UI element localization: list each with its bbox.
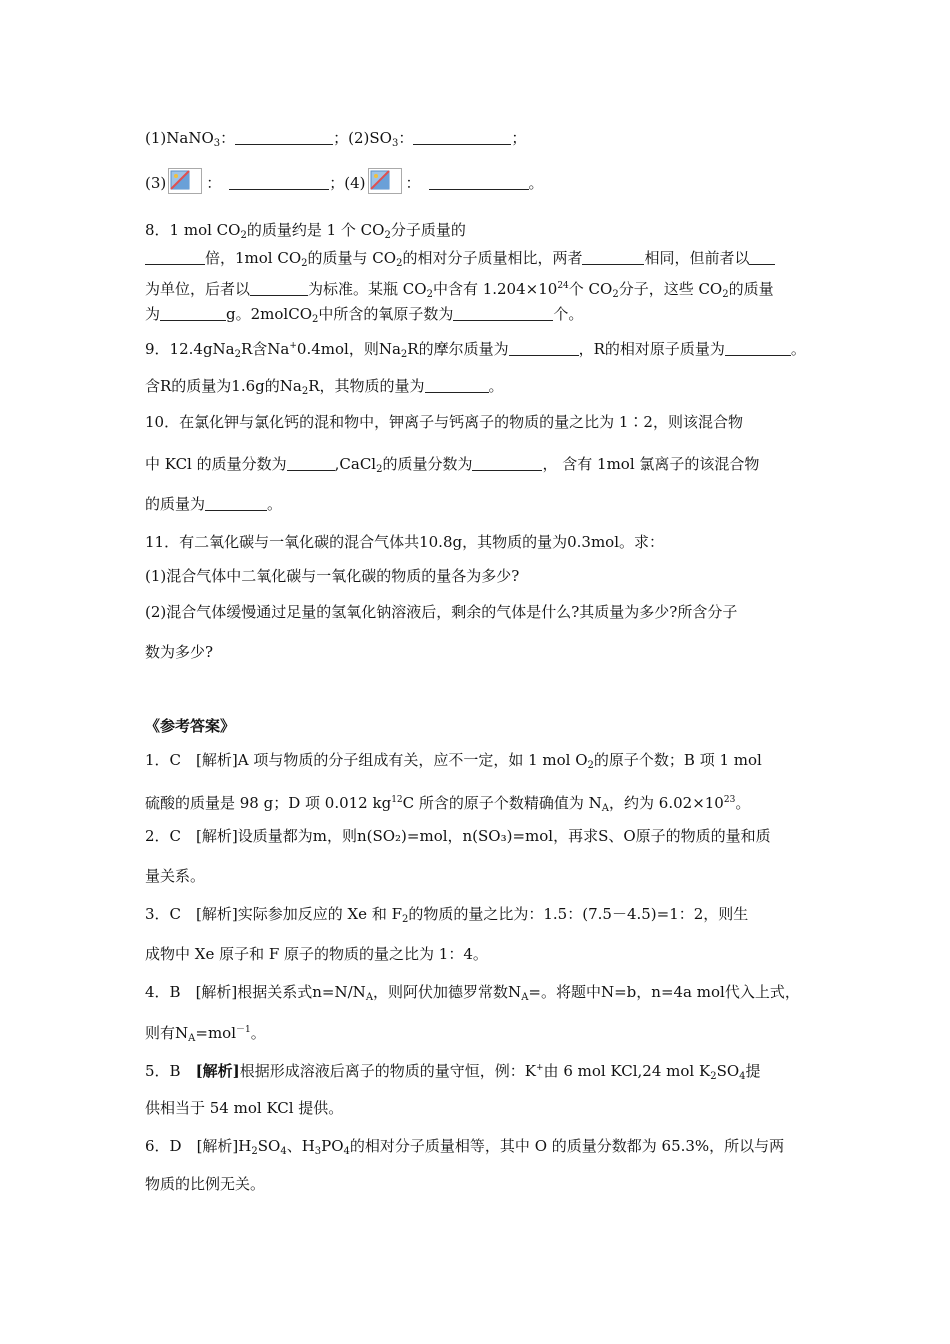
text: 物质的比例无关。 xyxy=(145,1175,266,1193)
text: 由 6 mol KCl,24 mol K xyxy=(543,1062,711,1080)
q8-line-2 xyxy=(145,248,775,274)
text: 则有N xyxy=(145,1024,189,1042)
text: 供相当于 54 mol KCl 提供。 xyxy=(145,1099,344,1117)
superscript: 23 xyxy=(723,795,736,805)
text: ,CaCl xyxy=(334,455,377,473)
superscript: + xyxy=(536,1063,544,1073)
subscript: 2 xyxy=(376,464,383,475)
q11-line-3 xyxy=(145,602,737,622)
text: ，约为 6.02×10 xyxy=(609,794,724,812)
subscript: 2 xyxy=(396,258,403,269)
answer-blank xyxy=(250,281,308,296)
q7-label-3: (3) xyxy=(145,174,167,192)
superscript: －1 xyxy=(236,1025,251,1035)
answer-blank xyxy=(725,341,791,356)
text: 含R的质量为1.6g的Na xyxy=(145,377,302,395)
broken-image-icon xyxy=(168,168,202,194)
subscript: 2 xyxy=(234,349,241,360)
answer-blank xyxy=(509,341,579,356)
subscript: 2 xyxy=(301,258,308,269)
text: 10．在氯化钾与氯化钙的混和物中，钾离子与钙离子的物质的量之比为 1∶2，则该混合物 xyxy=(145,413,743,431)
text: 1．C [解析]A 项与物质的分子组成有关，应不一定，如 1 mol O xyxy=(145,751,588,769)
answer-blank xyxy=(160,306,226,321)
broken-image-icon xyxy=(368,168,402,194)
answer-2-line-2 xyxy=(145,866,205,886)
answers-heading xyxy=(145,716,235,736)
semicolon: ； xyxy=(511,129,527,147)
text: 为标准。某瓶 CO xyxy=(308,280,427,298)
text: 根据形成溶液后离子的物质的量守恒，例：K xyxy=(239,1062,536,1080)
text: 提 xyxy=(745,1062,761,1080)
q7-label-2: ；(2)SO xyxy=(333,129,392,147)
answer-blank xyxy=(205,496,267,511)
text: 为单位，后者以 xyxy=(145,280,251,298)
subscript: 2 xyxy=(240,230,247,241)
superscript: 24 xyxy=(557,281,569,291)
answer-1-line-2 xyxy=(145,790,750,819)
subscript: 4 xyxy=(739,1071,746,1082)
text: R含Na xyxy=(241,340,290,358)
text: ，R的相对原子质量为 xyxy=(578,340,725,358)
text: C 所含的原子个数精确值为 N xyxy=(402,794,602,812)
text: 6．D [解析]H xyxy=(145,1137,252,1155)
text: 。 xyxy=(735,794,751,812)
answer-4-line-1 xyxy=(145,982,800,1008)
q8-line-1 xyxy=(145,220,466,246)
text: (1)混合气体中二氧化碳与一氧化碳的物质的量各为多少? xyxy=(145,567,520,585)
answer-blank xyxy=(749,250,775,265)
text: 。 xyxy=(790,340,806,358)
text: 中含有 1.204×10 xyxy=(432,280,558,298)
text: SO xyxy=(716,1062,740,1080)
text: 分子质量的 xyxy=(390,221,466,239)
q7-label-1: (1)NaNO xyxy=(145,129,214,147)
subscript: 4 xyxy=(280,1146,287,1157)
subscript: 2 xyxy=(400,349,408,360)
subscript: 2 xyxy=(251,1146,258,1157)
q10-line-2 xyxy=(145,454,759,480)
subscript: 2 xyxy=(312,314,319,325)
text: 2．C [解析]设质量都为m，则n(SO₂)=mol，n(SO₃)=mol，再求S、O原子的物质的量和质 xyxy=(145,827,771,845)
text: R，其物质的量为 xyxy=(308,377,425,395)
subscript: 2 xyxy=(722,289,729,300)
text: PO xyxy=(321,1137,344,1155)
answer-2-line-1 xyxy=(145,826,771,846)
text: R的摩尔质量为 xyxy=(407,340,509,358)
text: 个 CO xyxy=(568,280,613,298)
q11-line-2 xyxy=(145,566,519,586)
q10-line-1 xyxy=(145,412,743,432)
superscript: 12 xyxy=(391,795,403,805)
text: 0.4mol，则Na xyxy=(296,340,401,358)
text: 4．B [解析]根据关系式n=N/N xyxy=(145,983,366,1001)
text: 成物中 Xe 原子和 F 原子的物质的量之比为 1：4。 xyxy=(145,945,488,963)
text: 的质量与 CO xyxy=(307,249,397,267)
text: 8．1 mol CO xyxy=(145,221,241,239)
answer-blank xyxy=(287,456,335,471)
text: ，则阿伏加德罗常数N xyxy=(373,983,522,1001)
q7-row2 xyxy=(145,168,544,194)
answer-blank xyxy=(413,130,511,145)
q8-line-4 xyxy=(145,304,583,330)
text: 。 xyxy=(267,495,283,513)
answer-blank xyxy=(472,456,542,471)
subscript: A xyxy=(188,1033,196,1044)
text: 数为多少? xyxy=(145,643,214,661)
subscript: A xyxy=(521,992,529,1003)
answer-blank xyxy=(453,306,553,321)
subscript: A xyxy=(601,803,610,814)
colon: ： xyxy=(220,129,236,147)
text: 11．有二氧化碳与一氧化碳的混合气体共10.8g，其物质的量为0.3mol。求： xyxy=(145,533,664,551)
heading-text: 《参考答案》 xyxy=(145,717,236,735)
subscript: 2 xyxy=(301,386,309,397)
text: 9．12.4gNa xyxy=(145,340,235,358)
text: 的原子个数；B 项 1 mol xyxy=(593,751,762,769)
colon: ： xyxy=(405,174,421,192)
text: 的相对分子质量相等，其中 O 的质量分数都为 65.3%，所以与两 xyxy=(349,1137,785,1155)
q11-line-4 xyxy=(145,642,213,662)
text: 分子，这些 CO xyxy=(618,280,723,298)
text: 的质量为 xyxy=(145,495,206,513)
subscript: 2 xyxy=(612,289,619,300)
subscript: 3 xyxy=(213,138,221,149)
text: 的质量约是 1 个 CO xyxy=(246,221,385,239)
answer-5-line-1 xyxy=(145,1058,761,1087)
q8-line-3 xyxy=(145,276,774,305)
q9-line-1 xyxy=(145,336,806,365)
colon: ： xyxy=(398,129,414,147)
subscript: 3 xyxy=(314,1146,322,1157)
text: 量关系。 xyxy=(145,867,206,885)
q10-line-3 xyxy=(145,494,282,514)
text: 中所含的氧原子数为 xyxy=(318,305,454,323)
text: 3．C [解析]实际参加反应的 Xe 和 F xyxy=(145,905,402,923)
subscript: A xyxy=(365,992,374,1003)
text: SO xyxy=(257,1137,281,1155)
answer-3-line-1 xyxy=(145,904,748,930)
text: 为 xyxy=(145,305,161,323)
answer-blank xyxy=(425,378,489,393)
text: 中 KCl 的质量分数为 xyxy=(145,455,287,473)
text: 。 xyxy=(250,1024,266,1042)
text: g。2molCO xyxy=(226,305,312,323)
text: 的质量分数为 xyxy=(382,455,473,473)
q7-row1 xyxy=(145,128,526,154)
text: 的质量 xyxy=(728,280,774,298)
answer-blank xyxy=(582,250,644,265)
text: 。 xyxy=(488,377,504,395)
q7-label-4: ；(4) xyxy=(329,174,366,192)
text: 的相对分子质量相比，两者 xyxy=(402,249,583,267)
text: 硫酸的质量是 98 g；D 项 0.012 kg xyxy=(145,794,392,812)
text: =。将题中N=b，n=4a mol代入上式， xyxy=(528,983,800,1001)
subscript: 3 xyxy=(391,138,399,149)
answer-5-line-2 xyxy=(145,1098,343,1118)
subscript: 2 xyxy=(402,914,409,925)
analysis-label: [解析] xyxy=(195,1062,240,1080)
text: 5．B xyxy=(145,1062,196,1080)
answer-4-line-2 xyxy=(145,1020,266,1049)
answer-blank xyxy=(145,250,205,265)
answer-blank xyxy=(235,130,333,145)
answer-6-line-2 xyxy=(145,1174,265,1194)
text: 倍，1mol CO xyxy=(205,249,302,267)
period: 。 xyxy=(528,174,544,192)
text: 的物质的量之比为：1.5：(7.5－4.5)=1：2，则生 xyxy=(408,905,749,923)
answer-blank xyxy=(429,175,529,190)
subscript: 2 xyxy=(426,289,433,300)
subscript: 2 xyxy=(710,1071,717,1082)
text: =mol xyxy=(195,1024,236,1042)
superscript: + xyxy=(289,341,297,351)
text: 、H xyxy=(286,1137,315,1155)
answer-blank xyxy=(229,175,329,190)
q9-line-2 xyxy=(145,376,504,402)
text: 相同，但前者以 xyxy=(644,249,750,267)
answer-1-line-1 xyxy=(145,750,762,776)
q11-line-1 xyxy=(145,532,664,552)
text: 个。 xyxy=(553,305,584,323)
subscript: 2 xyxy=(384,230,391,241)
subscript: 2 xyxy=(587,760,594,771)
text: ， 含有 1mol 氯离子的该混合物 xyxy=(542,455,760,473)
subscript: 4 xyxy=(343,1146,350,1157)
answer-3-line-2 xyxy=(145,944,488,964)
text: (2)混合气体缓慢通过足量的氢氧化钠溶液后，剩余的气体是什么?其质量为多少?所含分子 xyxy=(145,603,738,621)
answer-6-line-1 xyxy=(145,1136,784,1162)
colon: ： xyxy=(206,174,222,192)
